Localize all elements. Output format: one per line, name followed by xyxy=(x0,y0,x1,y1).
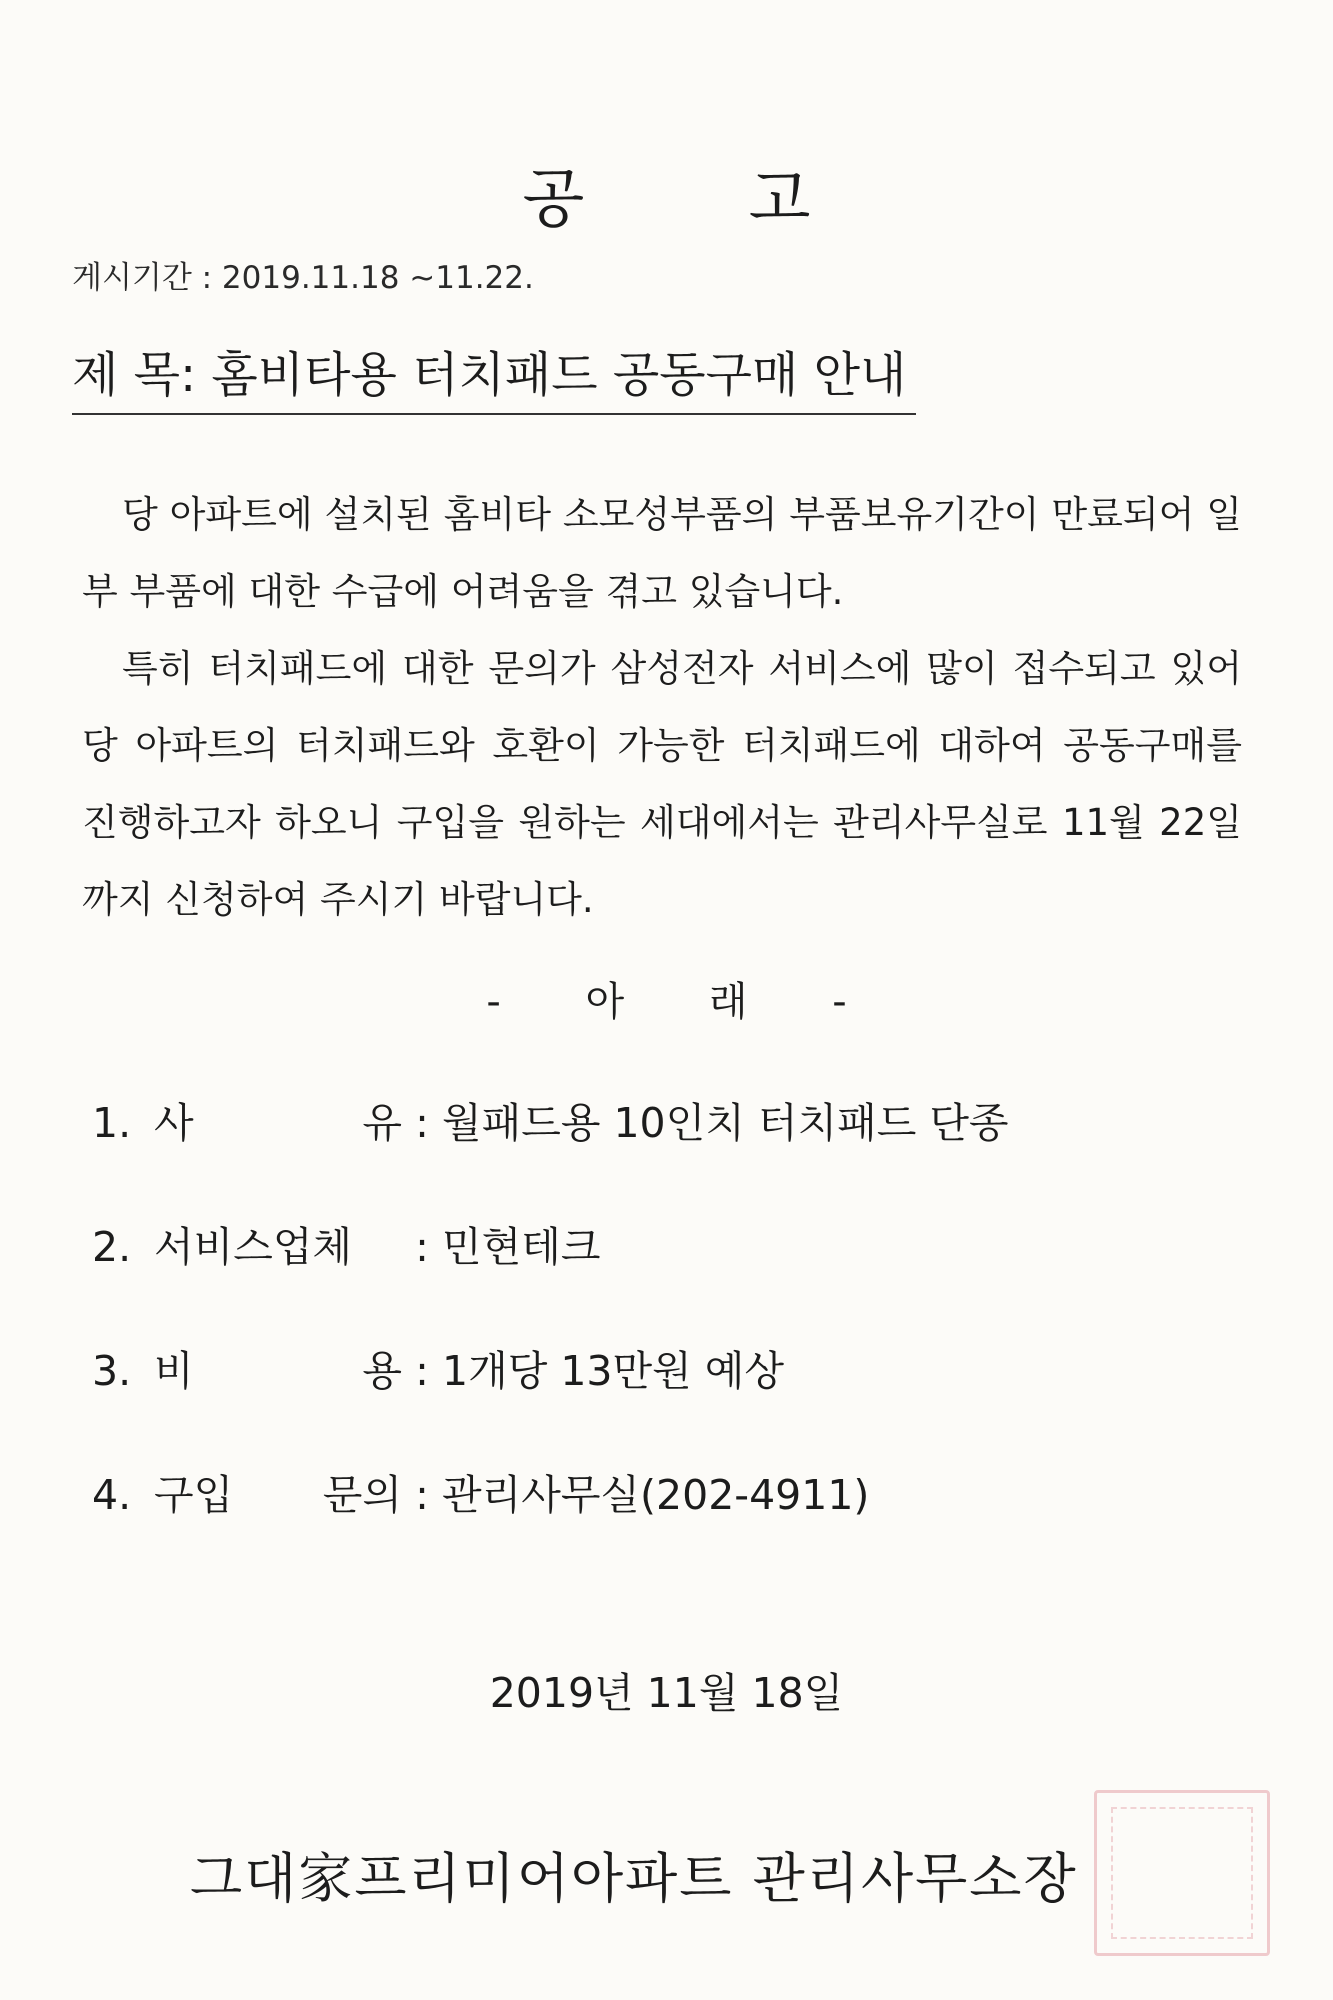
item-label xyxy=(154,1338,402,1397)
item-colon: : xyxy=(415,1347,429,1395)
item-label-part: 유 xyxy=(362,1099,402,1147)
issue-date: 2019년 11월 18일 xyxy=(489,1669,844,1717)
item-colon: : xyxy=(415,1471,429,1519)
item-number: 4. xyxy=(92,1471,132,1519)
item-value: 1개당 13만원 예상 xyxy=(442,1347,784,1395)
item-number: 2. xyxy=(92,1223,132,1271)
subject-line: 제 목: 홈비타용 터치패드 공동구매 안내 xyxy=(72,336,916,415)
notice-body xyxy=(82,476,1242,938)
item-number: 3. xyxy=(92,1347,132,1395)
item-label-part: 서비스업체 xyxy=(154,1223,353,1271)
seal-inner-border xyxy=(1111,1807,1253,1939)
item-value: 관리사무실(202-4911) xyxy=(442,1471,870,1519)
list-item xyxy=(92,1338,1009,1462)
item-label xyxy=(154,1462,402,1521)
item-label xyxy=(154,1090,402,1149)
item-value: 월패드용 10인치 터치패드 단종 xyxy=(442,1099,1009,1147)
list-item xyxy=(92,1462,1009,1586)
details-list xyxy=(92,1090,1009,1586)
item-number: 1. xyxy=(92,1099,132,1147)
body-paragraph: 당 아파트에 설치된 홈비타 소모성부품의 부품보유기간이 만료되어 일부 부품에 대한 수급에 어려움을 겪고 있습니다. xyxy=(82,493,1242,613)
item-colon: : xyxy=(415,1099,429,1147)
item-label xyxy=(154,1214,402,1273)
item-label-part: 구입 xyxy=(154,1471,234,1519)
item-colon: : xyxy=(415,1223,429,1271)
item-label-part: 사 xyxy=(154,1099,194,1147)
posting-period: 게시기간 : 2019.11.18 ~11.22. xyxy=(72,260,534,296)
item-value: 민현테크 xyxy=(442,1223,601,1271)
document-title: 공 고 xyxy=(522,163,883,237)
official-seal-stamp xyxy=(1094,1790,1270,1956)
item-label-part: 비 xyxy=(154,1347,194,1395)
body-paragraph: 특히 터치패드에 대한 문의가 삼성전자 서비스에 많이 접수되고 있어 당 아파트의 터치패드와 호환이 가능한 터치패드에 대하여 공동구매를 진행하고자 하오니 구입을 원하는 세대에서는 관리사무실로 11월 22일까지 신청하여 주시기 바랍니다. xyxy=(82,647,1242,921)
item-label-part: 용 xyxy=(362,1347,402,1395)
list-item xyxy=(92,1090,1009,1214)
remarks-heading: - 아 래 - xyxy=(486,979,883,1025)
item-label-part: 문의 xyxy=(322,1471,402,1519)
signatory: 그대家프리미어아파트 관리사무소장 xyxy=(190,1847,1078,1910)
list-item xyxy=(92,1214,1009,1338)
